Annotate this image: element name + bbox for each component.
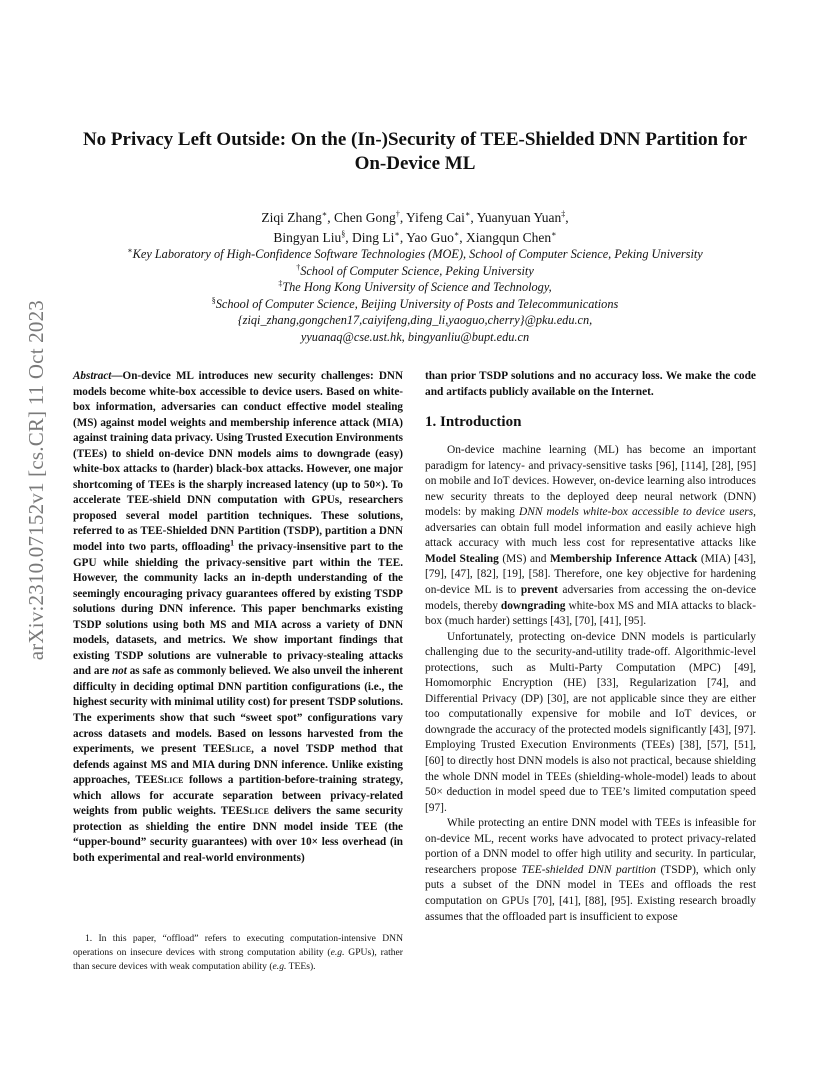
affiliation-2: †School of Computer Science, Peking University	[296, 262, 534, 278]
affiliation-3: ‡The Hong Kong University of Science and Technology,	[278, 279, 552, 295]
arxiv-identifier	[14, 290, 58, 670]
footnote	[73, 932, 403, 975]
affiliation-1: ∗Key Laboratory of High-Confidence Software Technologies (MOE), School of Computer Science, Peking University	[127, 245, 703, 261]
abstract-label: Abstract	[73, 370, 112, 382]
right-column	[425, 369, 756, 925]
affiliations	[70, 246, 760, 346]
affiliation-4: §School of Computer Science, Beijing University of Posts and Telecommunications	[211, 295, 619, 311]
paper-title: No Privacy Left Outside: On the (In-)Security of TEE-Shielded DNN Partition for On-Device ML	[82, 129, 748, 174]
authors-line-1: Ziqi Zhang∗, Chen Gong†, Yifeng Cai∗, Yuanyuan Yuan‡,	[261, 209, 569, 225]
abstract-paragraph: Abstract—On-device ML introduces new security challenges: DNN models become white-box accessible to device users. Based on white-box information, adversaries can conduct effective model stealing (MS) against model weights and membership inference attack (MIA) against training data privacy. Using Trusted Execution Environments (TEEs) to shield on-device DNN models aims to downgrade (easy) white-box attacks to (harder) black-box attacks. However, one major shortcoming of TEEs is the sharply increased latency (up to 50×). To accelerate TEE-shield DNN computation with GPUs, researchers proposed several model partition techniques. These solutions, referred to as TEE-Shielded DNN Partition (TSDP), partition a DNN model into two parts, offloading$^1$ the privacy-insensitive part to the GPU while shielding the privacy-sensitive part within the TEE. However, the community lacks an in-depth understanding of the seemingly encouraging privacy guarantees offered by existing TSDP solutions during DNN inference. This paper benchmarks existing TSDP solutions using both MS and MIA across a variety of DNN models, datasets, and metrics. We show important findings that existing TSDP solutions are vulnerable to privacy-stealing attacks and are not as safe as commonly believed. We also unveil the inherent difficulty in deciding optimal DNN partition configurations (i.e., the highest security with minimal utility cost) for present TSDP solutions. The experiments show that such “sweet spot” configurations vary across datasets and models. Based on lessons harvested from the experiments, we present TEESlice, a novel TSDP method that defends against MS and MIA during DNN inference. Unlike existing approaches, TEESlice follows a partition-before-training strategy, which allows for accurate separation between privacy-related weights from public weights. TEESlice delivers the same security protection as shielding the entire DNN model inside TEE (the “upper-bound” security guarantees) with over 10× less overhead (in both experimental and real-world environments)	[73, 370, 404, 864]
author-list	[70, 208, 760, 248]
intro-paragraph-3: While protecting an entire DNN model with TEEs is infeasible for on-device ML, recent works have advocated to protect privacy-related portion of a DNN model to offer high utility and security. In particular, researchers propose TEE-shielded DNN partition (TSDP), which only puts a subset of the DNN model in TEEs and offloads the rest computation on GPUs [70], [41], [88], [95]. Existing research broadly assumes that the offloaded part is insufficient to expose	[425, 817, 756, 923]
section-heading-introduction: 1. Introduction	[425, 414, 522, 431]
intro-paragraph-2: Unfortunately, protecting on-device DNN models is particularly challenging due to the security-and-utility trade-off. Algorithmic-level protections, such as Multi-Party Computation (MPC) [49], Homomorphic Encryption (HE) [33], Regularization [74], and Differential Privacy (DP) [30], are not applicable since they are either too computationally expensive for mobile and IoT devices, or downgrade the accuracy of the protected models significantly [43], [97]. Employing Trusted Execution Environments (TEEs) [38], [57], [51], [60] to directly host DNN models is also not practical, because shielding the whole DNN model in TEEs (shielding-whole-model) leads to about 50× deduction in model speed due to TEE’s limited computation speed [97].	[425, 630, 756, 814]
arxiv-id-text: arXiv:2310.07152v1 [cs.CR] 11 Oct 2023	[23, 299, 48, 661]
footnote-text: 1. In this paper, “offload” refers to executing computation-intensive DNN operations on insecure devices with strong computation ability (e.g. GPUs), rather than secure devices with weak computation ability (e.g. TEEs).	[73, 933, 404, 973]
affiliation-emails-2: yyuanaq@cse.ust.hk, bingyanliu@bupt.edu.cn	[300, 329, 530, 344]
authors-line-2: Bingyan Liu§, Ding Li∗, Yao Guo∗, Xiangqun Chen∗	[273, 229, 557, 245]
abstract	[73, 369, 403, 867]
affiliation-emails-1: {ziqi_zhang,gongchen17,caiyifeng,ding_li,yaoguo,cherry}@pku.edu.cn,	[237, 313, 593, 328]
intro-paragraph-1: On-device machine learning (ML) has become an important paradigm for latency- and privacy-sensitive tasks [96], [114], [28], [95] on mobile and IoT devices. However, on-device learning also introduces new security threats to the deployed deep neural network (DNN) models: by making DNN models white-box accessible to device users, adversaries can obtain full model information and easily achieve high attack accuracy with much less cost for representative attacks like Model Stealing (MS) and Membership Inference Attack (MIA) [43], [79], [47], [82], [19], [58]. Therefore, one key objective for hardening on-device ML is to prevent adversaries from accessing the on-device models, thereby downgrading white-box MS and MIA attacks to black-box (much harder) settings [43], [70], [41], [95].	[425, 444, 756, 628]
abstract-continuation: than prior TSDP solutions and no accuracy loss. We make the code and artifacts publicly available on the Internet.	[425, 370, 756, 398]
